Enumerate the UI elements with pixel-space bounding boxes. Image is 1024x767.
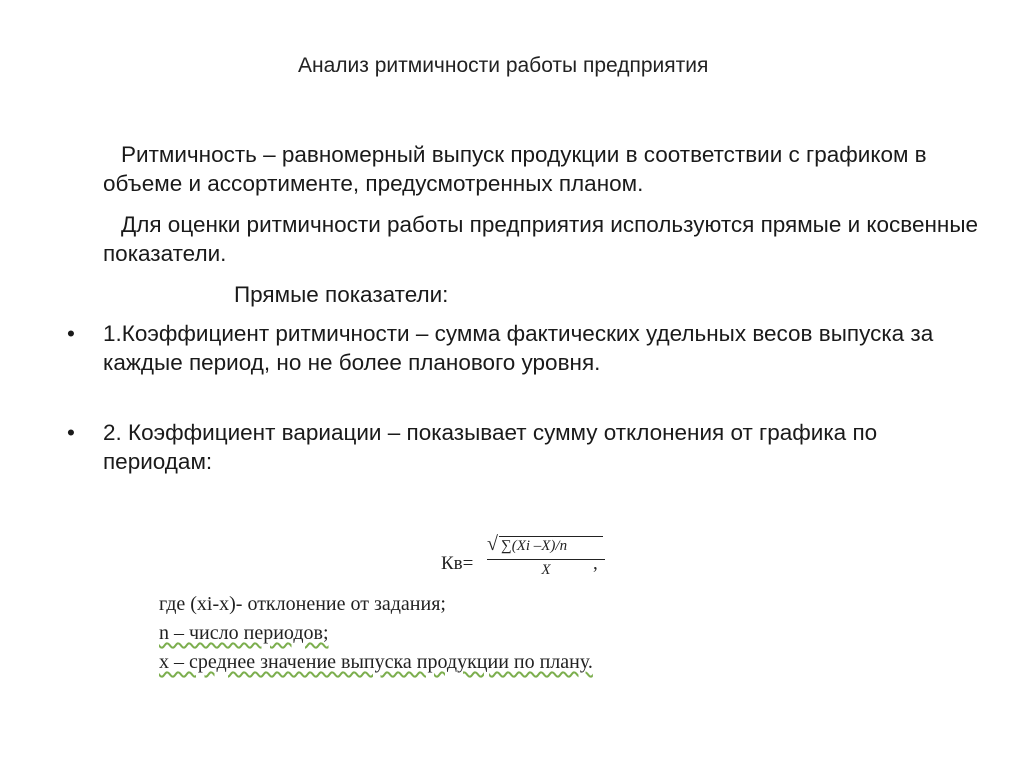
bullet-text: 1.Коэффициент ритмичности – сумма фактических удельных весов выпуска за каждые период, но не более планового уровня. <box>103 321 934 375</box>
assessment-text: Для оценки ритмичности работы предприятия используются прямые и косвенные показатели. <box>103 212 979 266</box>
square-root-icon: √ <box>487 533 498 555</box>
formula-lhs: Кв= <box>441 553 474 574</box>
slide-title: Анализ ритмичности работы предприятия <box>298 54 709 77</box>
legend-line: где (xi-x)- отклонение от задания; <box>159 593 446 615</box>
legend-line: x – среднее значение выпуска продукции по плану. <box>159 651 593 673</box>
definition-paragraph <box>103 140 983 198</box>
formula-denominator: X <box>541 562 551 578</box>
formula-comma: , <box>593 553 598 574</box>
bullet-dot-icon: • <box>67 321 75 346</box>
numerator-text: ∑(Xi –X)/n <box>501 538 568 554</box>
radical-bar <box>499 536 603 537</box>
definition-text: Ритмичность – равномерный выпуск продукции в соответствии с графиком в объеме и ассортименте, предусмотренных планом. <box>103 142 927 196</box>
bullet-text: 2. Коэффициент вариации – показывает сумму отклонения от графика по периодам: <box>103 420 878 474</box>
formula-legend <box>159 590 593 677</box>
bullet-dot-icon: • <box>67 420 75 445</box>
assessment-paragraph <box>103 210 983 268</box>
fraction-bar <box>487 559 605 560</box>
direct-indicators-heading: Прямые показатели: <box>234 282 449 307</box>
formula-numerator <box>487 535 605 557</box>
legend-line: n – число периодов; <box>159 622 329 644</box>
